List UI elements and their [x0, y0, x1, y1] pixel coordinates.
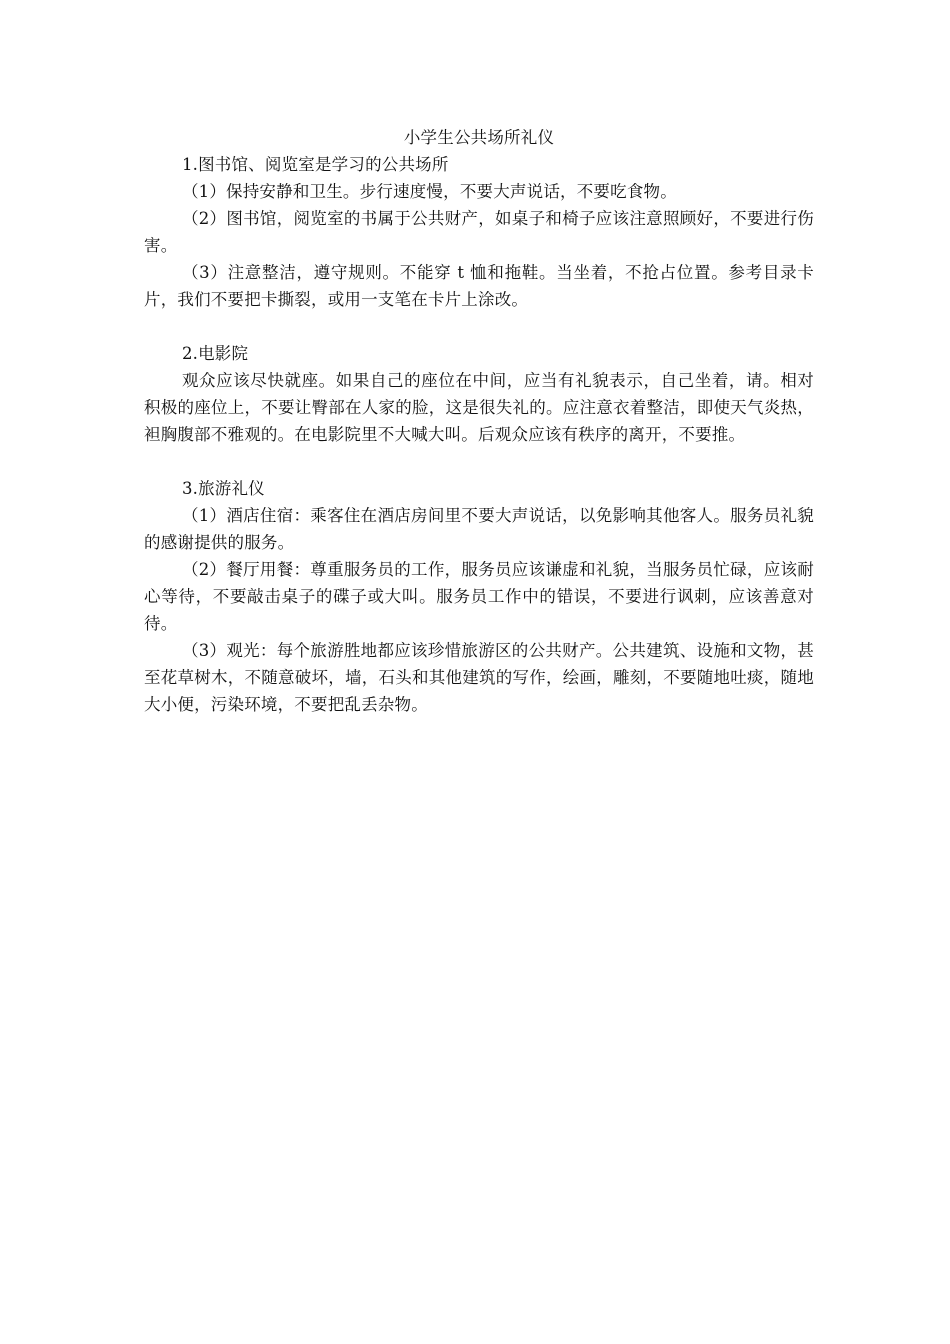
document-title: 小学生公共场所礼仪: [403, 128, 555, 147]
section-heading-cinema: 2.电影院: [181, 344, 249, 363]
document-body: [144, 124, 814, 718]
blank-line: [144, 448, 814, 475]
library-paragraph-3: （3）注意整洁，遵守规则。不能穿 t 恤和拖鞋。当坐着，不抢占位置。参考目录卡片，我们不要把卡撕裂，或用一支笔在卡片上涂改。: [144, 263, 814, 309]
travel-paragraph-2: （2）餐厅用餐：尊重服务员的工作，服务员应该谦虚和礼貌，当服务员忙碌，应该耐心等待，不要敲击桌子的碟子或大叫。服务员工作中的错误，不要进行讽刺，应该善意对待。: [144, 560, 814, 633]
travel-paragraph-3: （3）观光：每个旅游胜地都应该珍惜旅游区的公共财产。公共建筑、设施和文物，甚至花草树木，不随意破坏，墙，石头和其他建筑的写作，绘画，雕刻，不要随地吐痰，随地大小便，污染环境，不要把乱丢杂物。: [144, 641, 814, 714]
cinema-paragraph-1: 观众应该尽快就座。如果自己的座位在中间，应当有礼貌表示，自己坐着，请。相对积极的座位上，不要让臀部在人家的脸，这是很失礼的。应注意衣着整洁，即使天气炎热，袒胸腹部不雅观的。在电影院里不大喊大叫。后观众应该有秩序的离开，不要推。: [144, 371, 814, 444]
travel-paragraph-1: （1）酒店住宿：乘客住在酒店房间里不要大声说话，以免影响其他客人。服务员礼貌的感谢提供的服务。: [144, 506, 814, 552]
blank-line: [144, 313, 814, 340]
section-heading-library: 1.图书馆、阅览室是学习的公共场所: [181, 155, 449, 174]
library-paragraph-1: （1）保持安静和卫生。步行速度慢，不要大声说话，不要吃食物。: [181, 182, 677, 201]
library-paragraph-2: （2）图书馆，阅览室的书属于公共财产，如桌子和椅子应该注意照顾好，不要进行伤害。: [144, 209, 814, 255]
section-heading-travel: 3.旅游礼仪: [181, 479, 265, 498]
